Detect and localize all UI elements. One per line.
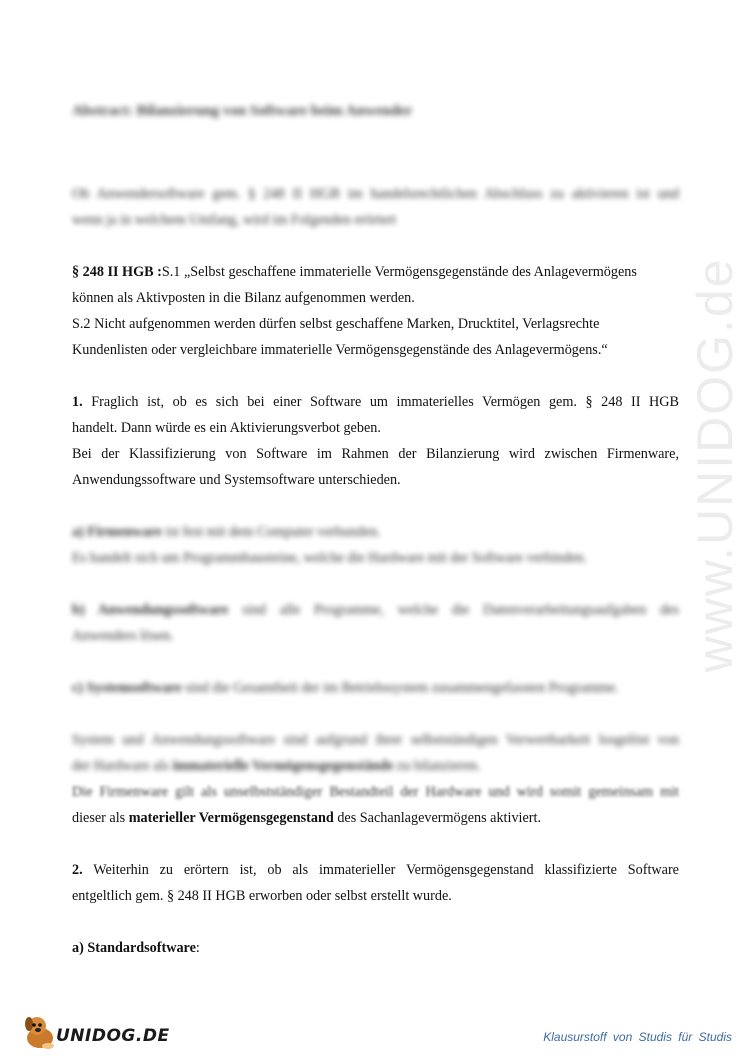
logo-text: UNIDOG.DE	[56, 1026, 170, 1046]
document-title: Abstract: Bilanzierung von Software beim Anwender	[72, 103, 413, 119]
unidog-logo[interactable]	[20, 1012, 170, 1052]
anwendungssoftware-line-2: Anwenders lösen.	[72, 628, 174, 644]
law-line-2: können als Aktivposten in die Bilanz aufgenommen werden.	[72, 290, 415, 306]
systemsoftware-heading: c) Systemsoftware sind die Gesamtheit der im Betriebssystem zusammengefassten Programme.	[72, 680, 619, 696]
law-label: § 248 II HGB :	[72, 264, 162, 280]
anwendungssoftware-heading: b) Anwendungssoftware sind alle Programme, welche die Datenverarbeitungsaufgaben des	[72, 602, 679, 618]
watermark: www.UNIDOG.de	[687, 257, 743, 673]
firmenware-conclusion-line-1: Die Firmenware gilt als unselbstständiger Bestandteil der Hardware und wird somit gemeinsam mit	[72, 784, 679, 800]
section1-line-2: handelt. Dann würde es ein Aktivierungsverbot geben.	[72, 420, 381, 436]
law-line-3: S.2 Nicht aufgenommen werden dürfen selbst geschaffene Marken, Drucktitel, Verlagsrechte	[72, 316, 600, 332]
law-line-1	[72, 262, 679, 282]
section2-number: 2.	[72, 862, 83, 878]
firmenware-conclusion-line-2: dieser als materieller Vermögensgegenstand des Sachanlagevermögens aktiviert.	[72, 810, 541, 826]
section2-line-2: entgeltlich gem. § 248 II HGB erworben oder selbst erstellt wurde.	[72, 888, 452, 904]
footer-slogan: Klausurstoff von Studis für Studis	[543, 1030, 732, 1044]
intro-line-1: Ob Anwendersoftware gem. § 248 II HGB im handelsrechtlichen Abschluss zu aktivieren ist und	[72, 186, 679, 202]
firmenware-heading: a) Firmenware ist fest mit dem Computer verbunden.	[72, 524, 381, 540]
section1-line-3: Bei der Klassifizierung von Software im Rahmen der Bilanzierung wird zwischen Firmenware,	[72, 446, 679, 462]
system-line-2: der Hardware als immaterielle Vermögensgegenstände zu bilanzieren.	[72, 758, 481, 774]
intro-line-2: wenn ja in welchem Umfang, wird im Folgenden erörtert	[72, 212, 397, 228]
firmenware-line-2: Es handelt sich um Programmbausteine, welche die Hardware mit der Software verbinden.	[72, 550, 587, 566]
section1-line-4: Anwendungssoftware und Systemsoftware unterschieden.	[72, 472, 401, 488]
dog-mascot-icon	[20, 1012, 60, 1052]
section2-line-1: 2. Weiterhin zu erörtern ist, ob als immaterieller Vermögensgegenstand klassifizierte Software	[72, 862, 679, 878]
law-line-4: Kundenlisten oder vergleichbare immaterielle Vermögensgegenstände des Anlagevermögens.“	[72, 342, 608, 358]
law-text-1: S.1 „Selbst geschaffene immaterielle Vermögensgegenstände des Anlagevermögens	[161, 264, 637, 280]
standardsoftware-heading: a) Standardsoftware:	[72, 940, 200, 956]
section1-line-1: 1. Fraglich ist, ob es sich bei einer Software um immaterielles Vermögen gem. § 248 II HGB	[72, 394, 679, 410]
section1-number: 1.	[72, 394, 83, 410]
system-line-1: System und Anwendungssoftware sind aufgrund ihrer selbstständigen Verwertbarkeit losgelöst von	[72, 732, 679, 748]
